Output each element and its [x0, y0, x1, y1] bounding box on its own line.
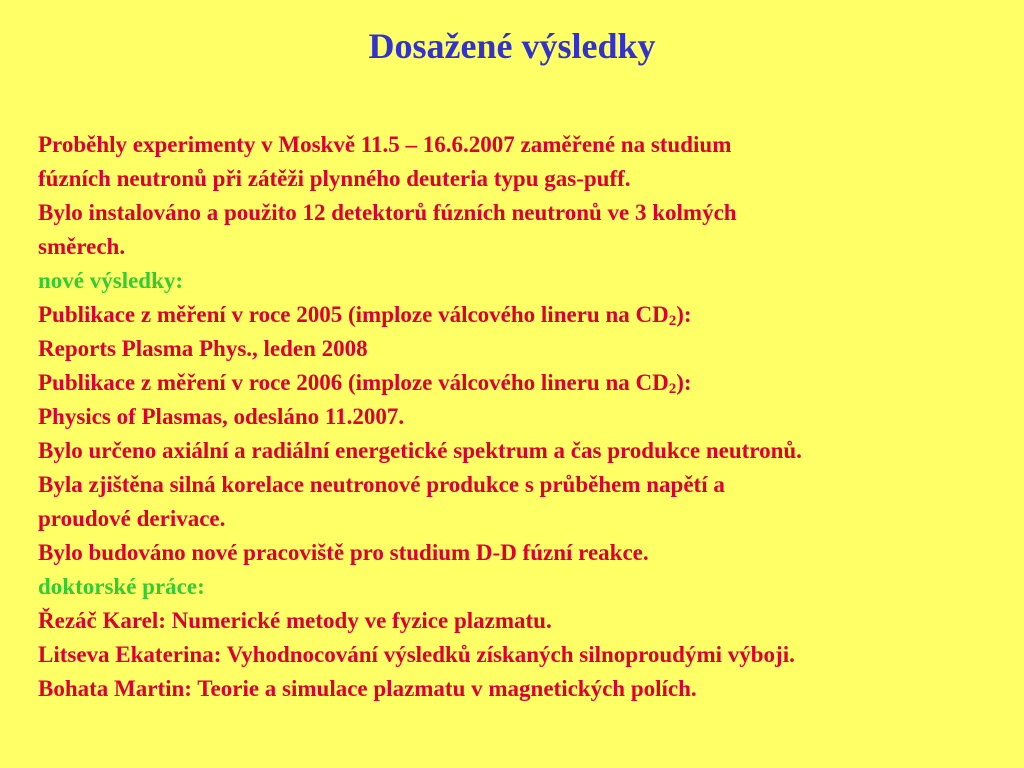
slide-body — [38, 128, 998, 706]
publication-2005 — [38, 298, 998, 332]
slide-title: Dosažené výsledky — [368, 26, 656, 66]
thesis-item: Řezáč Karel: Numerické metody ve fyzice plazmatu. — [38, 608, 552, 633]
paragraph-line: směrech. — [38, 234, 126, 259]
result-line: Bylo určeno axiální a radiální energetické spektrum a čas produkce neutronů. — [38, 438, 802, 463]
new-results-heading: nové výsledky: — [38, 268, 184, 293]
publication-2006-venue: Physics of Plasmas, odesláno 11.2007. — [38, 404, 405, 429]
publication-2005-venue: Reports Plasma Phys., leden 2008 — [38, 336, 368, 361]
paragraph-line: Bylo instalováno a použito 12 detektorů fúzních neutronů ve 3 kolmých — [38, 200, 737, 225]
result-line: Byla zjištěna silná korelace neutronové produkce s průběhem napětí a — [38, 472, 725, 497]
result-line: Bylo budováno nové pracoviště pro studium D-D fúzní reakce. — [38, 540, 649, 565]
publication-text: Publikace z měření v roce 2006 (imploze válcového lineru na CD — [38, 370, 669, 395]
theses-heading: doktorské práce: — [38, 574, 205, 599]
paragraph-line: fúzních neutronů při zátěži plynného deuteria typu gas-puff. — [38, 166, 631, 191]
publication-suffix: ): — [676, 302, 692, 327]
publication-text: Publikace z měření v roce 2005 (imploze válcového lineru na CD — [38, 302, 669, 327]
thesis-item: Bohata Martin: Teorie a simulace plazmatu v magnetických polích. — [38, 676, 697, 701]
subscript: 2 — [668, 381, 677, 397]
publication-suffix: ): — [676, 370, 692, 395]
subscript: 2 — [668, 313, 677, 329]
thesis-item: Litseva Ekaterina: Vyhodnocování výsledků získaných silnoproudými výboji. — [38, 642, 795, 667]
publication-2006 — [38, 366, 998, 400]
result-line: proudové derivace. — [38, 506, 226, 531]
paragraph-line: Proběhly experimenty v Moskvě 11.5 – 16.6.2007 zaměřené na studium — [38, 132, 732, 157]
